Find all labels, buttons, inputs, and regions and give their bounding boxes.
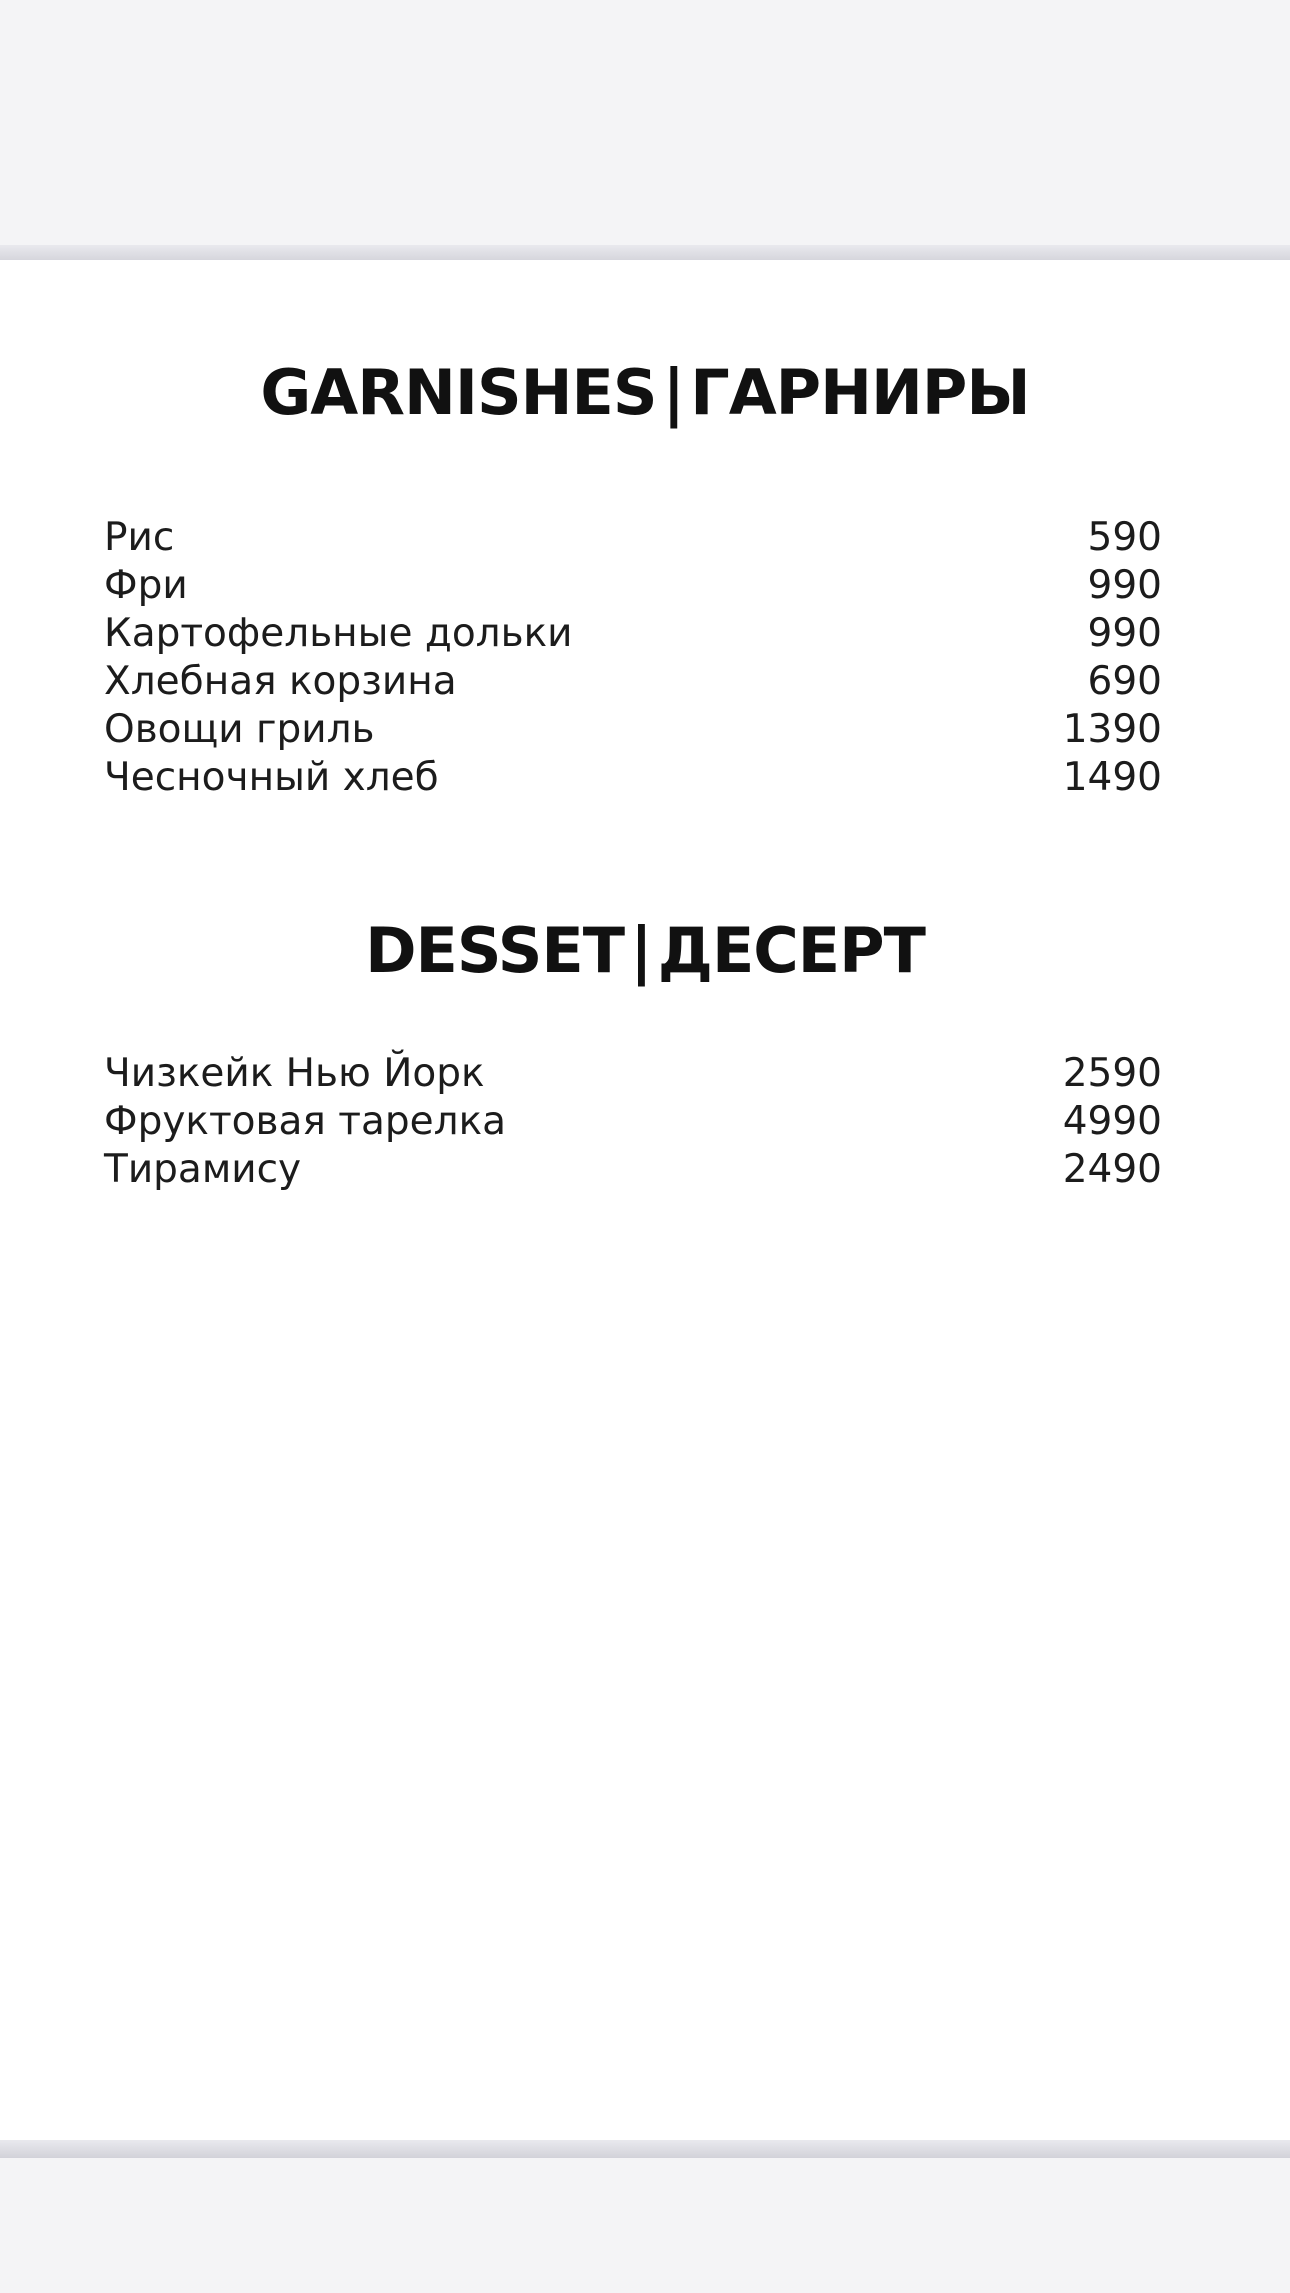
item-price: 4990 (1062, 1099, 1162, 1144)
item-name: Тирамису (104, 1147, 302, 1192)
section-title-ru: ГАРНИРЫ (690, 356, 1030, 429)
menu-item-ris (104, 514, 1162, 562)
item-price: 1390 (1062, 707, 1162, 752)
title-separator: | (662, 356, 685, 429)
section-title-en: GARNISHES (260, 356, 657, 429)
item-price: 2490 (1062, 1147, 1162, 1192)
item-price: 590 (1087, 515, 1162, 560)
item-name: Картофельные дольки (104, 611, 573, 656)
section-title-garnishes (0, 356, 1290, 429)
item-name: Фри (104, 563, 188, 608)
item-name: Хлебная корзина (104, 659, 457, 704)
item-price: 990 (1087, 563, 1162, 608)
item-price: 2590 (1062, 1051, 1162, 1096)
item-name: Овощи гриль (104, 707, 375, 752)
page-edge-bottom (0, 2140, 1290, 2158)
menu-item-grilled-vegetables (104, 706, 1162, 754)
menu-item-fruit-plate (104, 1098, 1162, 1146)
item-name: Чесночный хлеб (104, 755, 439, 800)
section-title-ru: ДЕСЕРТ (657, 914, 925, 987)
garnishes-list (104, 514, 1162, 802)
menu-item-bread-basket (104, 658, 1162, 706)
section-title-dessert (0, 914, 1290, 987)
dessert-list (104, 1050, 1162, 1194)
menu-item-garlic-bread (104, 754, 1162, 802)
menu-item-tiramisu (104, 1146, 1162, 1194)
menu-item-potato-wedges (104, 610, 1162, 658)
item-name: Фруктовая тарелка (104, 1099, 507, 1144)
item-price: 690 (1087, 659, 1162, 704)
item-price: 1490 (1062, 755, 1162, 800)
item-price: 990 (1087, 611, 1162, 656)
title-separator: | (630, 914, 652, 987)
menu-item-fri (104, 562, 1162, 610)
section-title-en: DESSET (365, 914, 625, 987)
item-name: Чизкейк Нью Йорк (104, 1051, 485, 1096)
item-name: Рис (104, 515, 175, 560)
menu-item-cheesecake (104, 1050, 1162, 1098)
